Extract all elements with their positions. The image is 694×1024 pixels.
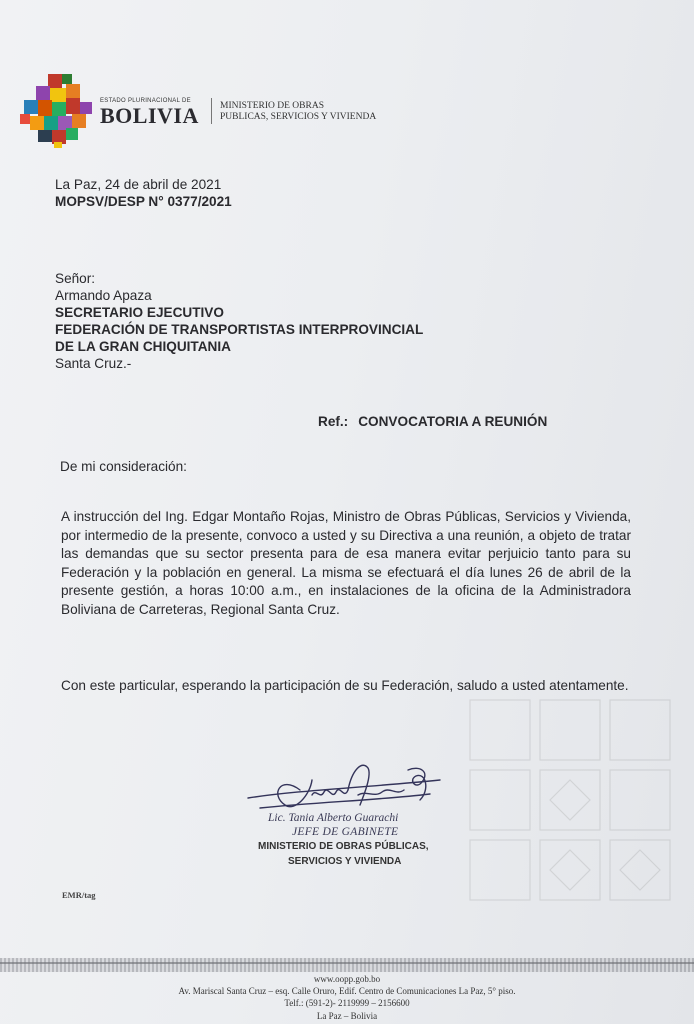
recipient-org-line2: DE LA GRAN CHIQUITANIA xyxy=(55,339,231,354)
signatory-org-line1: MINISTERIO DE OBRAS PÚBLICAS, xyxy=(258,841,429,852)
estado-plurinacional-label: ESTADO PLURINACIONAL DE xyxy=(100,98,191,104)
signatory-role: JEFE DE GABINETE xyxy=(292,826,399,838)
footer-decorative-band xyxy=(0,958,694,972)
recipient-city: Santa Cruz.- xyxy=(55,356,132,371)
body-paragraph: A instrucción del Ing. Edgar Montaño Rojas, Ministro de Obras Públicas, Servicios y Vivienda, por intermedio de la presente, convoco a usted y su Directiva a una reunión, a objeto de tratar las demandas que su sector presenta para de esa manera evitar perjuicio tanto para su Federación y la población en general. La misma se efectuará el día lunes 26 de abril de la presente gestión, a horas 10:00 a.m., en instalaciones de la oficina de la Administradora Boliviana de Carreteras, Regional Santa Cruz. xyxy=(61,509,631,617)
footer-address: Av. Mariscal Santa Cruz – esq. Calle Oruro, Edif. Centro de Comunicaciones La Paz, 5° piso. xyxy=(178,986,516,996)
background-pattern xyxy=(460,690,694,960)
ref-label: Ref.: xyxy=(318,414,349,429)
bolivia-emblem-icon xyxy=(18,72,96,150)
ministry-header-line2: PUBLICAS, SERVICIOS Y VIVIENDA xyxy=(220,112,377,122)
ministry-header xyxy=(220,101,376,123)
recipient-org-line1: FEDERACIÓN DE TRANSPORTISTAS INTERPROVINCIAL xyxy=(55,322,424,337)
footer-website: www.oopp.gob.bo xyxy=(313,974,381,984)
footer-city: La Paz – Bolivia xyxy=(316,1011,378,1021)
recipient-block xyxy=(55,270,423,372)
footer-rule xyxy=(0,962,694,964)
letter-date: La Paz, 24 de abril de 2021 xyxy=(55,177,222,192)
reference-subject-line xyxy=(318,413,557,430)
signatory-org-line2: SERVICIOS Y VIVIENDA xyxy=(288,856,402,867)
greeting: De mi consideración: xyxy=(60,459,187,474)
ref-subject: CONVOCATORIA A REUNIÓN xyxy=(358,414,548,429)
signatory-name: Lic. Tania Alberto Guarachi xyxy=(268,812,399,824)
ministry-header-line1: MINISTERIO DE OBRAS xyxy=(220,101,324,111)
recipient-title: SECRETARIO EJECUTIVO xyxy=(55,305,224,320)
recipient-name: Armando Apaza xyxy=(55,288,152,303)
country-name: BOLIVIA xyxy=(100,103,199,128)
typist-initials: EMR/tag xyxy=(62,890,96,900)
recipient-salutation: Señor: xyxy=(55,271,96,286)
footer-phone: Telf.: (591-2)- 2119999 – 2156600 xyxy=(284,998,410,1008)
logo-divider xyxy=(211,98,212,124)
reference-number: MOPSV/DESP N° 0377/2021 xyxy=(55,194,232,209)
closing-paragraph: Con este particular, esperando la participación de su Federación, saludo a usted atentamente. xyxy=(61,678,629,693)
